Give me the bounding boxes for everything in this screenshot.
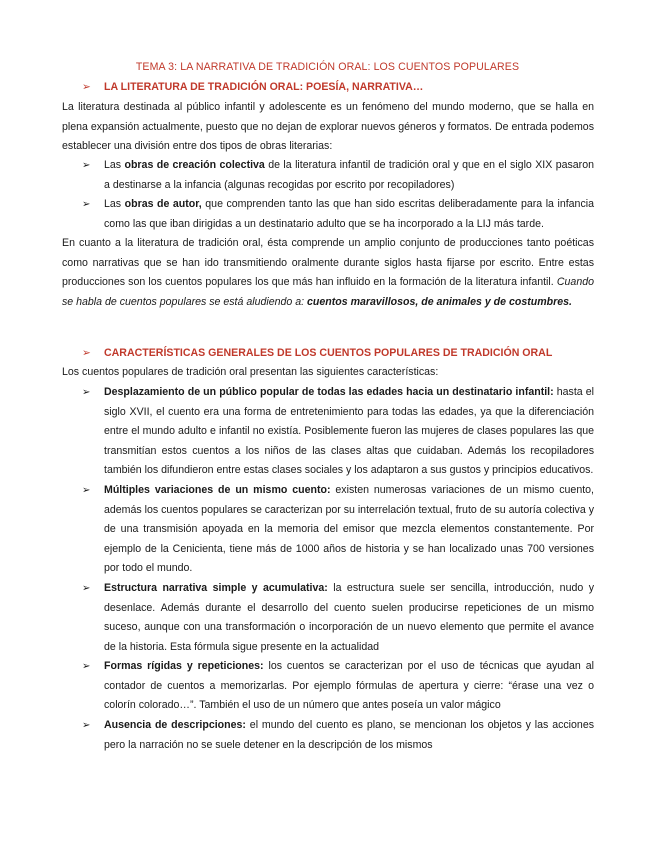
bullet-bold: obras de creación colectiva [124,159,265,171]
italic-text: Cuando se habla de cuentos populares se está aludiendo a: [62,276,594,308]
section1-heading-text: LA LITERATURA DE TRADICIÓN ORAL: POESÍA, NARRATIVA… [104,81,424,93]
arrow-bullet-icon: ➢ [82,347,91,359]
bold-italic-text: cuentos maravillosos, de animales y de costumbres. [307,295,572,308]
section2-heading [82,344,552,364]
section2-bullet: ➢ Múltiples variaciones de un mismo cuento: existen numerosas variaciones de un mismo cuento, además los cuentos populares se caracterizan por su interrelación textual, fruto de su autoría colectiva y de una transmisión apoyada en la memoria del emisor que mezcla elementos constantemente. Por ejemplo de la Cenicienta, tiene más de 1000 años de historia y se han localizado unas 700 versiones por todo el mundo. [82,481,594,579]
arrow-bullet-icon: ➢ [82,583,91,594]
section1-intro: La literatura destinada al público infantil y adolescente es un fenómeno del mundo moderno, que se halla en plena expansión actualmente, puesto que no dejan de explorar nuevos géneros y formatos. De entrada podemos establecer una división entre dos tipos de obras literarias: [62,101,594,152]
section1-bullet: ➢ Las obras de creación colectiva de la literatura infantil de tradición oral y que en el siglo XIX pasaron a destinarse a la infancia (algunas recogidas por escrito por recopiladores) [82,156,594,195]
arrow-bullet-icon: ➢ [82,81,91,93]
bullet-bold: Ausencia de descripciones: [104,719,246,731]
section2-bullet: ➢ Formas rígidas y repeticiones: los cuentos se caracterizan por el uso de técnicas que ayudan al contador de cuentos a memorizarlas. Por ejemplo fórmulas de apertura y cierre: “érase una vez o colorín colorado…”. También el uso de un número que antes poseía un valor mágico [82,657,594,716]
section2-heading-text: CARACTERÍSTICAS GENERALES DE LOS CUENTOS POPULARES DE TRADICIÓN ORAL [104,347,553,359]
section2-bullet: ➢ Desplazamiento de un público popular de todas las edades hacia un destinatario infantil: hasta el siglo XVII, el cuento era una forma de entretenimiento para todas las edades, ya que la diferenciación entre el mundo adulto e infantil no existía. Posiblemente fueron las mujeres de clases populares las que transmitían estos cuentos a los niños de las clases altas que cuidaban. Además los recopiladores también los difundieron entre estas clases sociales y los adaptaron a sus gustos y principios educativos. [82,383,594,481]
section2-intro: Los cuentos populares de tradición oral presentan las siguientes características: [62,366,439,378]
bullet-bold: Desplazamiento de un público popular de todas las edades hacia un destinatario infantil: [104,386,554,398]
bullet-bold: Estructura narrativa simple y acumulativa: [104,582,328,594]
arrow-bullet-icon: ➢ [82,661,91,672]
arrow-bullet-icon: ➢ [82,387,91,398]
arrow-bullet-icon: ➢ [82,720,91,731]
bullet-bold: Múltiples variaciones de un mismo cuento: [104,484,331,496]
arrow-bullet-icon: ➢ [82,199,91,210]
section2-bullet: ➢ Estructura narrativa simple y acumulativa: la estructura suele ser sencilla, introducción, nudo y desenlace. Además durante el desarrollo del cuento suelen producirse repeticiones de un mismo suceso, aunque con una transformación o incorporación de un nuevo elemento que permite el avance de la historia. Esta fórmula sigue presente en la actualidad [82,579,594,657]
bullet-bold: obras de autor, [124,198,202,210]
section2-bullet: ➢ Ausencia de descripciones: el mundo del cuento es plano, se mencionan los objetos y las acciones pero la narración no se suele detener en la descripción de los mismos [82,716,594,755]
arrow-bullet-icon: ➢ [82,160,91,171]
bullet-bold: Formas rígidas y repeticiones: [104,660,264,672]
section1-paragraph: En cuanto a la literatura de tradición oral, ésta comprende un amplio conjunto de producciones tanto poéticas como narrativas que se han ido transmitiendo oralmente durante siglos hasta fijarse por escrito. Entre estas producciones son los cuentos populares los que más han influido en la formación de la literatura infantil. Cuando se habla de cuentos populares se está aludiendo a: cuentos maravillosos, de animales y de costumbres. [62,237,594,308]
section1-bullet: ➢ Las obras de autor, que comprenden tanto las que han sido escritas deliberadamente para la infancia como las que iban dirigidas a un destinatario adulto que se ha incorporado a la LIJ más tarde. [82,195,594,234]
arrow-bullet-icon: ➢ [82,485,91,496]
document-title: TEMA 3: LA NARRATIVA DE TRADICIÓN ORAL: LOS CUENTOS POPULARES [135,61,520,73]
section1-heading [82,78,423,98]
